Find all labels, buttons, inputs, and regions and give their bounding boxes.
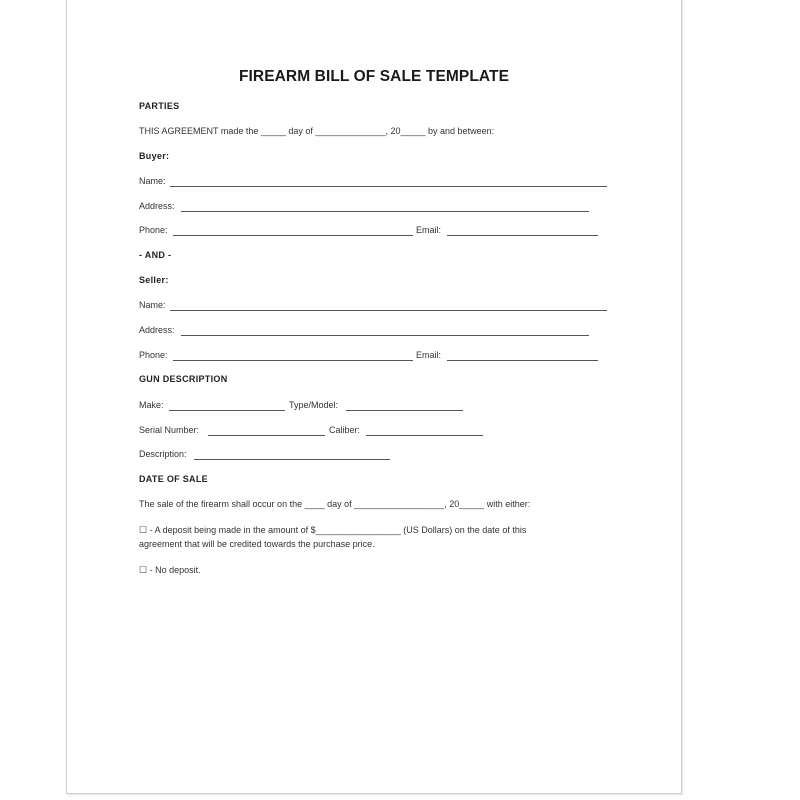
seller-phone-field[interactable]: [173, 360, 413, 361]
sale-date-text: The sale of the firearm shall occur on the ____ day of __________________, 20_____ with either:: [139, 499, 531, 509]
buyer-name-field[interactable]: [170, 186, 607, 187]
buyer-email-field[interactable]: [447, 235, 598, 236]
make-label: Make:: [139, 400, 164, 410]
deposit-option[interactable]: ☐ - A deposit being made in the amount of $_________________ (US Dollars) on the date of this: [139, 525, 527, 535]
no-deposit-option[interactable]: ☐ - No deposit.: [139, 565, 201, 575]
serial-number-field[interactable]: [208, 435, 325, 436]
buyer-phone-label: Phone:: [139, 225, 168, 235]
caliber-field[interactable]: [366, 435, 483, 436]
agreement-text: THIS AGREEMENT made the _____ day of ______________, 20_____ by and between:: [139, 126, 495, 136]
caliber-label: Caliber:: [329, 425, 361, 435]
seller-heading: Seller:: [139, 275, 169, 285]
seller-name-field[interactable]: [170, 310, 607, 311]
serial-number-label: Serial Number:: [139, 425, 200, 435]
date-of-sale-heading: DATE OF SALE: [139, 474, 208, 484]
type-model-label: Type/Model:: [289, 400, 339, 410]
gun-description-heading: GUN DESCRIPTION: [139, 374, 228, 384]
buyer-address-label: Address:: [139, 201, 175, 211]
seller-address-label: Address:: [139, 325, 175, 335]
seller-name-label: Name:: [139, 300, 166, 310]
description-label: Description:: [139, 449, 187, 459]
buyer-heading: Buyer:: [139, 151, 170, 161]
document-page: [66, 0, 682, 794]
parties-heading: PARTIES: [139, 101, 180, 111]
deposit-option-continued: agreement that will be credited towards the purchase price.: [139, 539, 375, 549]
seller-address-field[interactable]: [181, 335, 589, 336]
and-separator: - AND -: [139, 250, 172, 260]
seller-email-label: Email:: [416, 350, 442, 360]
description-field[interactable]: [194, 459, 390, 460]
type-model-field[interactable]: [346, 410, 463, 411]
buyer-phone-field[interactable]: [173, 235, 413, 236]
make-field[interactable]: [169, 410, 285, 411]
buyer-email-label: Email:: [416, 225, 442, 235]
document-title: FIREARM BILL OF SALE TEMPLATE: [238, 68, 510, 85]
seller-email-field[interactable]: [447, 360, 598, 361]
buyer-name-label: Name:: [139, 176, 166, 186]
seller-phone-label: Phone:: [139, 350, 168, 360]
buyer-address-field[interactable]: [181, 211, 589, 212]
